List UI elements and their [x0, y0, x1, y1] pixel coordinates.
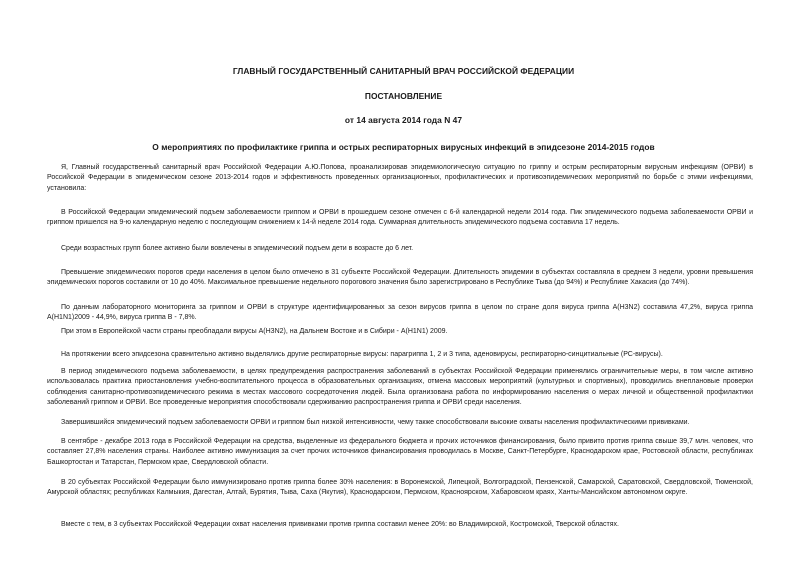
paragraph: При этом в Европейской части страны преобладали вирусы A(H3N2), на Дальнем Востоке и в Сибири - A(H1N1) 2009.: [61, 328, 448, 335]
issuing-authority: ГЛАВНЫЙ ГОСУДАРСТВЕННЫЙ САНИТАРНЫЙ ВРАЧ РОССИЙСКОЙ ФЕДЕРАЦИИ: [232, 66, 575, 76]
document-type: ПОСТАНОВЛЕНИЕ: [364, 91, 443, 101]
paragraph: Вместе с тем, в 3 субъектах Российской Федерации охват населения прививками против гриппа составил менее 20%: во Владимирской, Костромской, Тверской областях.: [61, 521, 619, 528]
paragraph: Я, Главный государственный санитарный врач Российской Федерации А.Ю.Попова, проанализировав эпидемиологическую ситуацию по гриппу и острым респираторным вирусным инфекциям (ОРВИ) в Российской Федерации в эпидемическом сезоне 2013-2014 годов и эффективность проведенных организационных, профилактических и противоэпидемических мероприятий по борьбе с этими инфекциями, установила:: [47, 164, 753, 192]
document-title: О мероприятиях по профилактике гриппа и острых респираторных вирусных инфекций в эпидсезоне 2014-2015 годов: [152, 142, 655, 152]
paragraph: На протяжении всего эпидсезона сравнительно активно выделялись другие респираторные вирусы: парагриппа 1, 2 и 3 типа, аденовирусы, респираторно-синцитиальные (РС-вирусы).: [61, 351, 663, 358]
document-date-number: от 14 августа 2014 года N 47: [344, 115, 463, 125]
paragraph: По данным лабораторного мониторинга за гриппом и ОРВИ в структуре идентифицированных за сезон вирусов гриппа в целом по стране доля вируса гриппа A(H3N2) составила 47,2%, вируса гриппа A(H1N1)2009 - 44,9%, вируса гриппа B - 7,8%.: [47, 304, 753, 322]
paragraph: В сентябре - декабре 2013 года в Российской Федерации на средства, выделенные из федерального бюджета и прочих источников финансирования, было привито против гриппа свыше 39,7 млн. человек, что составляет 27,8% населения страны. Наиболее активно иммунизация за счет прочих источников финансирования проводилась в Москве, Санкт-Петербурге, Краснодарском крае, Ростовской области, республиках Башкортостан и Татарстан, Пермском крае, Свердловской области.: [47, 438, 753, 466]
paragraph: В период эпидемического подъема заболеваемости, в целях предупреждения распространения заболеваний в субъектах Российской Федерации применялись ограничительные меры, в том числе активно использовалась практика приостановления учебно-воспитательного процесса в образовательных организациях, отмена массовых мероприятий (культурных и спортивных), проводились внеплановые проверки соблюдения санитарно-противоэпидемического режима в местах массового сосредоточения людей. Была организована работа по информированию населения о мерах личной и общественной профилактики заболеваний гриппом и ОРВИ. Все проведенные мероприятия способствовали сдерживанию распространения гриппа и ОРВИ среди населения.: [47, 368, 753, 407]
paragraph: Завершившийся эпидемический подъем заболеваемости ОРВИ и гриппом был низкой интенсивности, чему также способствовали высокие охваты населения профилактическими прививками.: [61, 419, 690, 426]
paragraph: В Российской Федерации эпидемический подъем заболеваемости гриппом и ОРВИ в прошедшем сезоне отмечен с 6-й календарной недели 2014 года. Пик эпидемического подъема заболеваемости ОРВИ и гриппом пришелся на 9-ю календарную неделю с последующим снижением к 14-й неделе 2014 года. Суммарная длительность эпидемического подъема составила 17 недель.: [47, 209, 753, 227]
paragraph: Превышение эпидемических порогов среди населения в целом было отмечено в 31 субъекте Российской Федерации. Длительность эпидемии в субъектах составляла в среднем 3 недели, уровни превышения эпидемических порогов составили от 10 до 40%. Максимальное превышение недельного порогового значения было зарегистрировано в Республике Тыва (до 94%) и Республике Хакасия (до 74%).: [47, 269, 753, 287]
paragraph: Среди возрастных групп более активно были вовлечены в эпидемический подъем дети в возрасте до 6 лет.: [61, 245, 414, 252]
paragraph: В 20 субъектах Российской Федерации было иммунизировано против гриппа более 30% населения: в Воронежской, Липецкой, Волгоградской, Пензенской, Самарской, Саратовской, Свердловской, Тюменской, Амурской областях; республиках Калмыкия, Дагестан, Алтай, Бурятия, Тыва, Саха (Якутия), Краснодарском, Пермском, Красноярском, Хабаровском краях, Ханты-Мансийском автономном округе.: [47, 479, 753, 497]
